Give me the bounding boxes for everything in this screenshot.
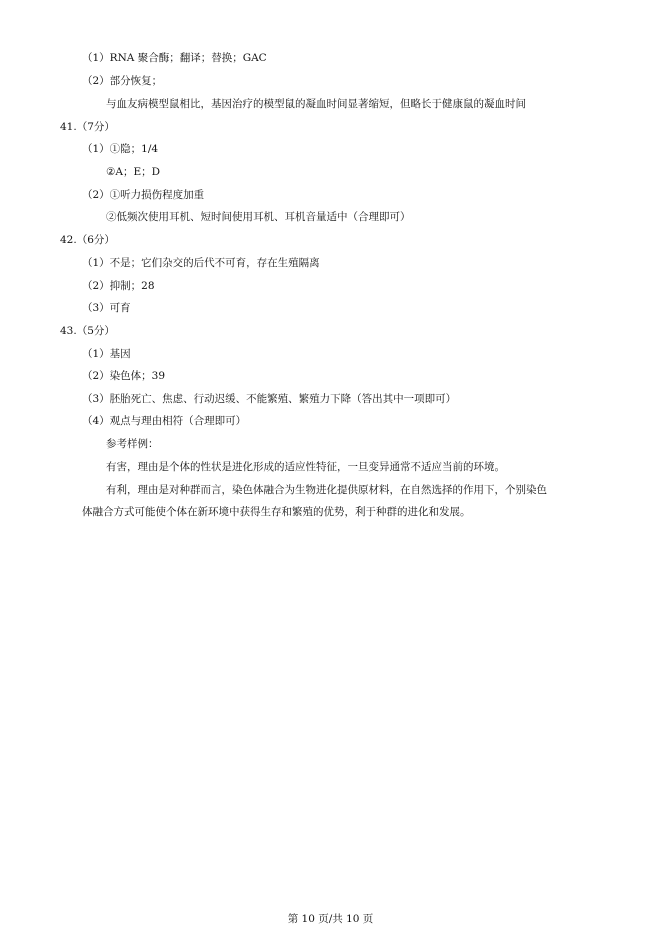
answer-line: （4）观点与理由相符（合理即可） <box>82 415 247 427</box>
answer-line: 有害，理由是个体的性状是进化形成的适应性特征，一旦变异通常不适应当前的环境。 <box>106 461 505 473</box>
answer-line: ②A；E；D <box>106 166 161 178</box>
answer-line: （1）基因 <box>82 348 131 360</box>
answer-line: （1）RNA 聚合酶；翻译；替换；GAC <box>82 52 267 64</box>
answer-line: （1）不是；它们杂交的后代不可育，存在生殖隔离 <box>82 257 320 269</box>
question-heading-41: 41.（7分） <box>60 121 115 133</box>
answer-line: （2）抑制；28 <box>82 280 155 292</box>
question-heading-42: 42.（6分） <box>60 234 115 246</box>
answer-line: （2）染色体；39 <box>82 370 166 382</box>
answer-line: 参考样例： <box>106 438 159 450</box>
answer-line: （2）①听力损伤程度加重 <box>82 189 205 201</box>
answer-line: 体融合方式可能使个体在新环境中获得生存和繁殖的优势，利于种群的进化和发展。 <box>82 506 471 518</box>
answer-line: 有利，理由是对种群而言，染色体融合为生物进化提供原材料，在自然选择的作用下，个别染色 <box>106 484 547 496</box>
page-footer: 第 10 页/共 10 页 <box>287 913 374 925</box>
question-heading-43: 43.（5分） <box>60 325 115 337</box>
answer-line: （2）部分恢复； <box>82 75 163 87</box>
answer-line: （3）可育 <box>82 302 131 314</box>
answer-line: 与血友病模型鼠相比，基因治疗的模型鼠的凝血时间显著缩短，但略长于健康鼠的凝血时间 <box>106 98 526 110</box>
answer-line: ②低频次使用耳机、短时间使用耳机、耳机音量适中（合理即可） <box>106 211 411 223</box>
answer-line: （3）胚胎死亡、焦虑、行动迟缓、不能繁殖、繁殖力下降（答出其中一项即可） <box>82 393 457 405</box>
answer-line: （1）①隐；1/4 <box>82 143 159 155</box>
